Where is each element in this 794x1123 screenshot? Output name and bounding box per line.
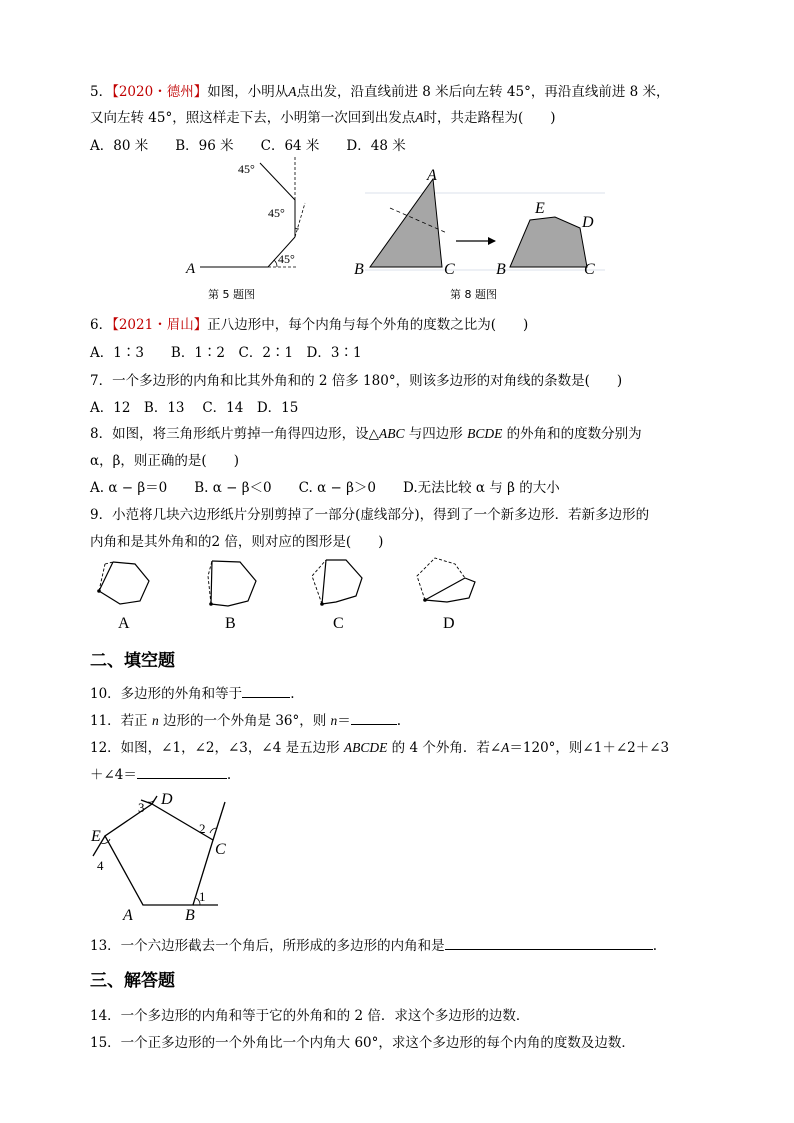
q5-fig-angle-1: 45° [278,252,295,266]
q11-answer-blank[interactable] [351,710,397,725]
q8-fig-caption: 第 8 题图 [450,288,497,301]
q9-label-a: A [118,615,130,632]
q15-line: 15．一个正多边形的一个外角比一个内角大 60°，求这个多边形的每个内角的度数及边数． [90,1035,635,1051]
q9-figure-c [306,556,376,636]
q8-fig-c1: C [444,261,455,278]
q14-line: 14．一个多边形的内角和等于它的外角和的 2 倍．求这个多边形的边数． [90,1008,530,1024]
q10-answer-blank[interactable] [242,683,290,698]
q12-fig-angle-4: 4 [97,858,104,873]
q5-fig-angle-2: 45° [268,206,285,220]
section-fill-in-heading: 二、填空题 [90,651,175,671]
q9-line2: 内角和是其外角和的2 倍，则对应的图形是( ) [90,534,384,550]
q12-fig-d: D [161,791,173,808]
q5-fig-caption: 第 5 题图 [208,288,255,301]
q7-line: 7．一个多边形的内角和比其外角和的 2 倍多 180°，则该多边形的对角线的条数是( ) [90,373,623,389]
q5-line2: 又向左转 45°，照这样走下去，小明第一次回到出发点A时，共走路程为( ) [90,110,556,126]
q8-fig-b2: B [496,261,506,278]
q8-fig-b1: B [354,261,364,278]
q12-fig-angle-2: 2 [199,821,206,836]
q6-line: 6．【2021・眉山】正八边形中，每个内角与每个外角的度数之比为( ) [90,317,529,333]
section-answer-heading: 三、解答题 [90,971,175,991]
q8-fig-e: E [535,200,545,217]
q8-options: A. α − β＝0 B. α − β＜0 C. α − β＞0 D.无法比较 α 与 β 的大小 [90,480,560,496]
q7-options: A．12 B．13 C．14 D．15 [90,400,299,416]
q11-line: 11．若正 n 边形的一个外角是 36°，则 n＝ . [90,709,401,729]
q12-answer-blank[interactable] [137,764,227,779]
q13-answer-blank[interactable] [445,935,653,950]
q12-fig-a: A [123,907,133,924]
q5-fig-point-a: A [186,261,196,277]
q10-line: 10．多边形的外角和等于 . [90,682,294,702]
q5-line1: 5．【2020・德州】如图，小明从A点出发，沿直线前进 8 米后向左转 45°，再沿直线前进 8 米， [90,84,670,100]
q8-line1: 8．如图，将三角形纸片剪掉一角得四边形，设△ABC 与四边形 BCDE 的外角和的度数分别为 [90,426,642,442]
q12-fig-angle-3: 3 [138,800,145,815]
q6-source: 【2021・眉山】 [112,317,208,333]
q5-options: A．80 米 B．96 米 C．64 米 D．48 米 [90,138,406,154]
q6-options: A．1∶3 B．1∶2 C．2∶1 D．3∶1 [90,345,362,361]
q8-figure [350,165,610,305]
q9-label-d: D [443,615,455,632]
q8-fig-d: D [582,214,594,231]
q12-fig-c: C [215,841,226,858]
q9-label-b: B [225,615,236,632]
q12-fig-e: E [91,828,101,845]
q12-fig-b: B [185,907,195,924]
q9-figure-a [88,556,158,636]
q12-figure [85,788,245,928]
q12-fig-angle-1: 1 [199,889,206,904]
q9-line1: 9．小范将几块六边形纸片分别剪掉了一部分(虚线部分)，得到了一个新多边形．若新多边形的 [90,507,650,523]
q5-fig-angle-3: 45° [238,162,255,176]
q9-label-c: C [333,615,344,632]
q5-source: 【2020・德州】 [112,84,208,100]
q5-figure [180,155,320,305]
q8-fig-c2: C [584,261,595,278]
q8-fig-a: A [427,167,437,184]
q13-line: 13．一个六边形截去一个角后，所形成的多边形的内角和是 . [90,934,657,954]
q9-figure-b [198,556,268,636]
q12-line2: ＋∠4＝ . [90,763,231,783]
q8-line2: α，β，则正确的是( ) [90,453,239,469]
q12-line1: 12．如图，∠1，∠2，∠3，∠4 是五边形 ABCDE 的 4 个外角．若∠A＝120°，则∠1＋∠2＋∠3 [90,740,670,756]
q9-figure-d [413,556,488,636]
